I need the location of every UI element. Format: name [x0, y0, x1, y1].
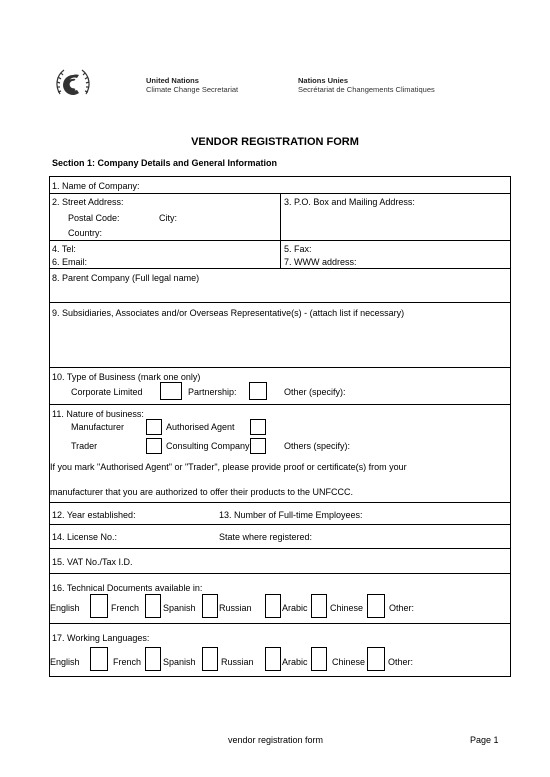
vat-label: 15. VAT No./Tax I.D.: [52, 557, 133, 567]
tech-english-label: English: [50, 603, 80, 613]
rule: [49, 548, 511, 549]
work-arabic-checkbox[interactable]: [311, 647, 327, 671]
rule: [49, 268, 511, 269]
parent-company-label: 8. Parent Company (Full legal name): [52, 273, 200, 283]
footer-document-name: vendor registration form: [228, 735, 324, 745]
nature-of-business-label: 11. Nature of business:: [52, 409, 144, 419]
work-english-checkbox[interactable]: [90, 647, 108, 671]
tech-arabic-checkbox[interactable]: [311, 594, 327, 618]
license-no-label: 14. License No.:: [52, 532, 118, 542]
column-divider: [280, 193, 281, 268]
tech-french-label: French: [111, 603, 140, 613]
tech-chinese-checkbox[interactable]: [367, 594, 385, 618]
work-other-label: Other:: [388, 657, 414, 667]
agent-proof-note-line1: If you mark "Authorised Agent" or "Trader", please provide proof or certificate(s) from your: [50, 462, 407, 472]
www-label: 7. WWW address:: [284, 257, 357, 267]
org-sub-fr: Secrétariat de Changements Climatiques: [298, 85, 435, 94]
manufacturer-checkbox[interactable]: [146, 419, 162, 435]
type-of-business-label: 10. Type of Business (mark one only): [52, 372, 201, 382]
employees-label: 13. Number of Full-time Employees:: [219, 510, 363, 520]
country-label: Country:: [68, 228, 103, 238]
consulting-company-label: Consulting Company: [166, 441, 250, 451]
tech-english-checkbox[interactable]: [90, 594, 108, 618]
unfccc-logo-icon: [52, 64, 94, 106]
other-business-type-label: Other (specify):: [284, 387, 346, 397]
footer-page-number: Page 1: [470, 735, 499, 745]
consulting-company-checkbox[interactable]: [250, 438, 266, 454]
rule: [49, 502, 511, 503]
rule: [49, 302, 511, 303]
trader-label: Trader: [71, 441, 98, 451]
work-chinese-label: Chinese: [332, 657, 366, 667]
rule: [49, 176, 511, 177]
org-name-en: United Nations: [146, 76, 199, 85]
tech-arabic-label: Arabic: [282, 603, 308, 613]
corporate-limited-label: Corporate Limited: [71, 387, 143, 397]
tech-spanish-checkbox[interactable]: [202, 594, 218, 618]
section-1-title: Section 1: Company Details and General Information: [52, 158, 278, 168]
others-specify-label: Others (specify):: [284, 441, 351, 451]
street-address-label: 2. Street Address:: [52, 197, 124, 207]
rule: [49, 573, 511, 574]
working-languages-label: 17. Working Languages:: [52, 633, 150, 643]
agent-proof-note-line2: manufacturer that you are authorized to offer their products to the UNFCCC.: [50, 487, 353, 497]
authorised-agent-label: Authorised Agent: [166, 422, 235, 432]
form-title: VENDOR REGISTRATION FORM: [191, 136, 359, 148]
state-registered-label: State where registered:: [219, 532, 313, 542]
work-spanish-label: Spanish: [163, 657, 196, 667]
corporate-limited-checkbox[interactable]: [160, 382, 182, 400]
rule: [49, 676, 511, 677]
tech-chinese-label: Chinese: [330, 603, 364, 613]
work-russian-label: Russian: [221, 657, 254, 667]
work-english-label: English: [50, 657, 80, 667]
trader-checkbox[interactable]: [146, 438, 162, 454]
year-established-label: 12. Year established:: [52, 510, 136, 520]
tel-label: 4. Tel:: [52, 244, 76, 254]
fax-label: 5. Fax:: [284, 244, 312, 254]
tech-french-checkbox[interactable]: [145, 594, 161, 618]
form-border-right: [510, 176, 511, 676]
tech-russian-checkbox[interactable]: [265, 594, 281, 618]
org-sub-en: Climate Change Secretariat: [146, 85, 239, 94]
po-box-label: 3. P.O. Box and Mailing Address:: [284, 197, 415, 207]
postal-code-label: Postal Code:: [68, 213, 120, 223]
form-border-left: [49, 176, 50, 676]
work-french-label: French: [113, 657, 142, 667]
rule: [49, 367, 511, 368]
partnership-label: Partnership:: [188, 387, 237, 397]
rule: [49, 524, 511, 525]
city-label: City:: [159, 213, 177, 223]
partnership-checkbox[interactable]: [249, 382, 267, 400]
tech-other-label: Other:: [389, 603, 415, 613]
tech-spanish-label: Spanish: [163, 603, 196, 613]
work-russian-checkbox[interactable]: [265, 647, 281, 671]
technical-docs-label: 16. Technical Documents available in:: [52, 583, 203, 593]
manufacturer-label: Manufacturer: [71, 422, 125, 432]
org-name-fr: Nations Unies: [298, 76, 349, 85]
email-label: 6. Email:: [52, 257, 88, 267]
subsidiaries-label: 9. Subsidiaries, Associates and/or Overseas Representative(s) - (attach list if necessary): [52, 308, 405, 318]
tech-russian-label: Russian: [219, 603, 252, 613]
rule: [49, 623, 511, 624]
work-arabic-label: Arabic: [282, 657, 308, 667]
work-chinese-checkbox[interactable]: [367, 647, 385, 671]
company-name-label: 1. Name of Company:: [52, 181, 140, 191]
rule: [49, 404, 511, 405]
work-spanish-checkbox[interactable]: [202, 647, 218, 671]
authorised-agent-checkbox[interactable]: [250, 419, 266, 435]
work-french-checkbox[interactable]: [145, 647, 161, 671]
